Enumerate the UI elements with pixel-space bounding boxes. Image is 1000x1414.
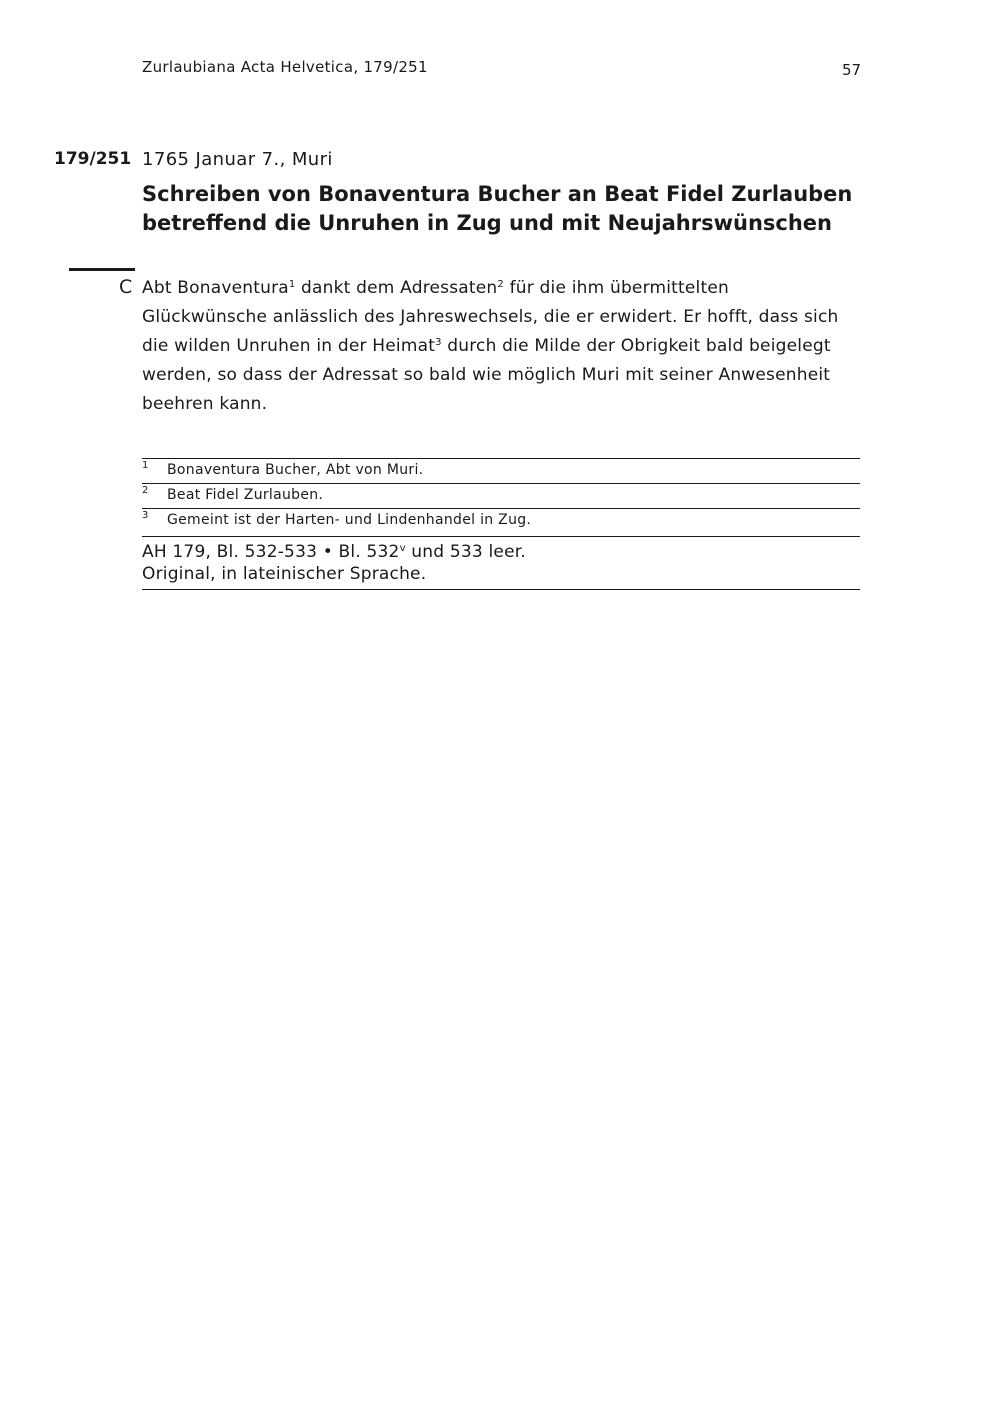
footnote-ref[interactable]: 3 xyxy=(435,337,442,348)
summary-text: dankt dem Adressaten xyxy=(295,278,498,298)
entry-title-line: betreffend die Unruhen in Zug und mit Neujahrswünschen xyxy=(142,211,832,235)
footnote-text: Gemeint ist der Harten- und Lindenhandel in Zug. xyxy=(167,512,532,528)
summary-line xyxy=(142,332,862,361)
summary-line: werden, so dass der Adressat so bald wie möglich Muri mit seiner Anwesenheit xyxy=(142,365,831,385)
source-text: und 533 leer. xyxy=(405,542,526,562)
summary-line: Glückwünsche anlässlich des Jahreswechsels, die er erwidert. Er hofft, dass sich xyxy=(142,307,839,327)
footnote xyxy=(142,508,860,533)
footnote-text: Bonaventura Bucher, Abt von Muri. xyxy=(167,462,424,478)
footnote-ref[interactable]: 2 xyxy=(497,279,504,290)
source-line xyxy=(142,541,860,563)
summary-line: beehren kann. xyxy=(142,394,268,414)
source-note xyxy=(142,536,860,590)
margin-rule xyxy=(69,268,135,271)
source-text: AH 179, Bl. 532-533 • Bl. 532 xyxy=(142,542,400,562)
summary-text: die wilden Unruhen in der Heimat xyxy=(142,336,436,356)
summary-line xyxy=(142,274,862,303)
summary-text: für die ihm übermittelten xyxy=(503,278,729,298)
entry-title xyxy=(142,180,862,238)
footnote-mark: 3 xyxy=(142,510,149,521)
entry-number: 179/251 xyxy=(54,149,132,169)
footnote-text: Beat Fidel Zurlauben. xyxy=(167,487,324,503)
footnote-ref[interactable]: 1 xyxy=(288,279,296,290)
footnote-mark: 1 xyxy=(142,460,149,471)
footnote xyxy=(142,483,860,508)
footnote xyxy=(142,458,860,483)
entry-title-line: Schreiben von Bonaventura Bucher an Beat Fidel Zurlauben xyxy=(142,182,853,206)
summary-paragraph xyxy=(142,274,862,419)
running-head: Zurlaubiana Acta Helvetica, 179/251 xyxy=(142,58,428,76)
footnotes xyxy=(142,458,860,533)
source-line: Original, in lateinischer Sprache. xyxy=(142,564,427,584)
footnote-mark: 2 xyxy=(142,485,149,496)
margin-letter: C xyxy=(119,276,133,298)
summary-text: durch die Milde der Obrigkeit bald beigelegt xyxy=(441,336,831,356)
source-sup: v xyxy=(399,543,406,554)
entry-date-place: 1765 Januar 7., Muri xyxy=(142,149,333,170)
page-number: 57 xyxy=(842,61,862,79)
summary-text: Abt Bonaventura xyxy=(142,278,289,298)
